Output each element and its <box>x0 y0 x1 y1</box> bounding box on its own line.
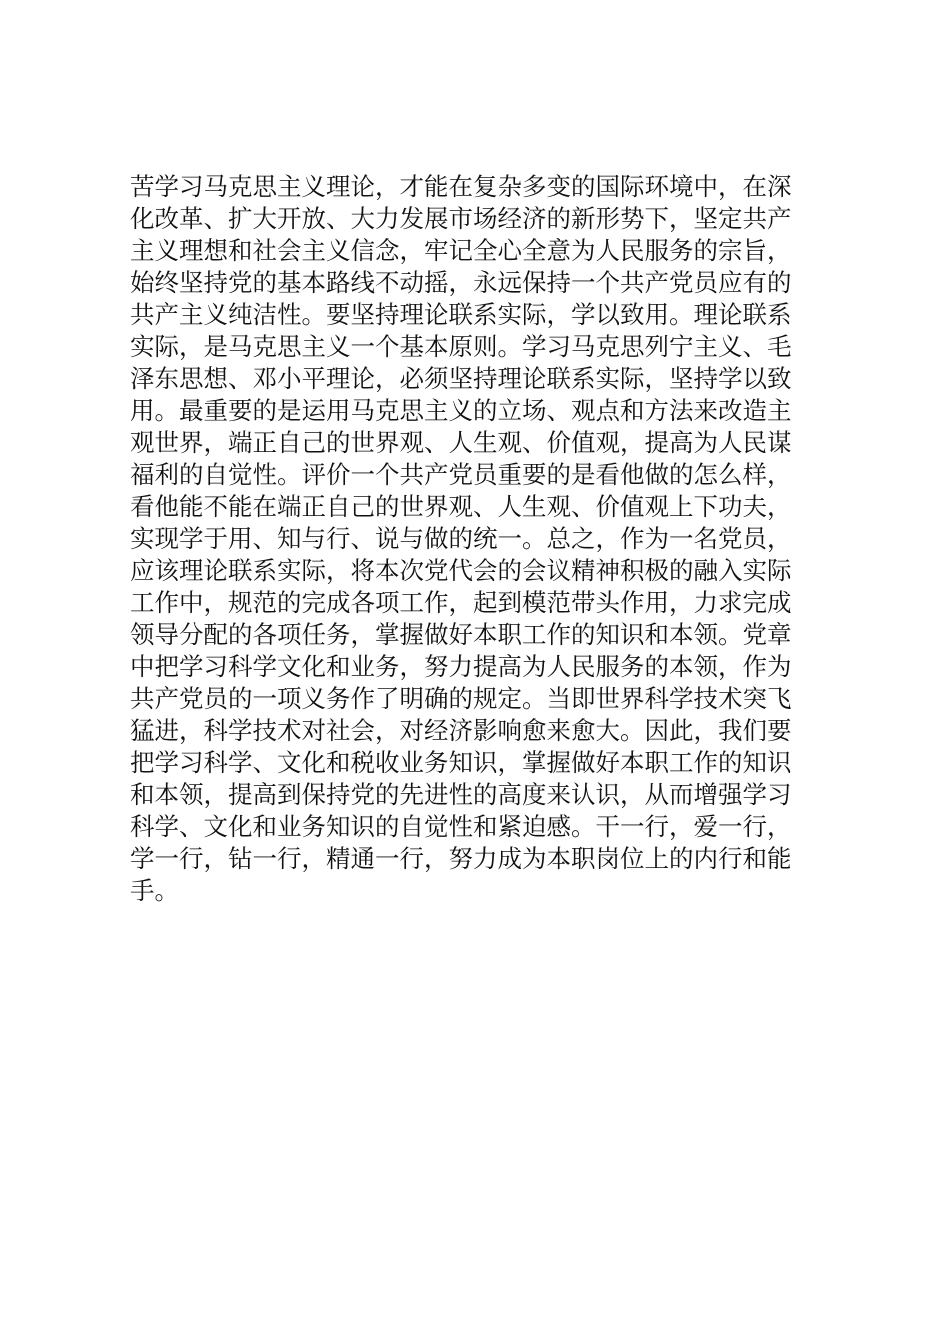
paragraph-line: 化改革、扩大开放、大力发展市场经济的新形势下，坚定共产 <box>130 204 792 233</box>
paragraph-line: 福利的自觉性。评价一个共产党员重要的是看他做的怎么样， <box>130 460 792 489</box>
paragraph-line: 和本领，提高到保持党的先进性的高度来认识，从而增强学习 <box>130 780 792 809</box>
paragraph-line: 主义理想和社会主义信念，牢记全心全意为人民服务的宗旨， <box>130 236 792 265</box>
paragraph-line: 始终坚持党的基本路线不动摇，永远保持一个共产党员应有的 <box>130 268 792 297</box>
paragraph-line: 看他能不能在端正自己的世界观、人生观、价值观上下功夫， <box>130 492 792 521</box>
paragraph-line: 科学、文化和业务知识的自觉性和紧迫感。干一行，爱一行， <box>130 812 792 841</box>
paragraph-line: 共产党员的一项义务作了明确的规定。当即世界科学技术突飞 <box>130 684 792 713</box>
paragraph-line: 应该理论联系实际，将本次党代会的会议精神积极的融入实际 <box>130 556 792 585</box>
paragraph-line: 实现学于用、知与行、说与做的统一。总之，作为一名党员， <box>130 524 792 553</box>
paragraph-line: 猛进，科学技术对社会，对经济影响愈来愈大。因此，我们要 <box>130 716 792 745</box>
paragraph-line: 领导分配的各项任务，掌握做好本职工作的知识和本领。党章 <box>130 620 792 649</box>
paragraph-line: 观世界，端正自己的世界观、人生观、价值观，提高为人民谋 <box>130 428 792 457</box>
body-paragraph <box>130 171 830 907</box>
paragraph-line: 泽东思想、邓小平理论，必须坚持理论联系实际，坚持学以致 <box>130 364 792 393</box>
paragraph-line: 实际，是马克思主义一个基本原则。学习马克思列宁主义、毛 <box>130 332 792 361</box>
paragraph-line: 用。最重要的是运用马克思主义的立场、观点和方法来改造主 <box>130 396 792 425</box>
paragraph-line: 中把学习科学文化和业务，努力提高为人民服务的本领，作为 <box>130 652 792 681</box>
paragraph-line: 手。 <box>130 876 179 905</box>
paragraph-line: 工作中，规范的完成各项工作，起到模范带头作用，力求完成 <box>130 588 792 617</box>
paragraph-line: 把学习科学、文化和税收业务知识，掌握做好本职工作的知识 <box>130 748 792 777</box>
paragraph-line: 共产主义纯洁性。要坚持理论联系实际，学以致用。理论联系 <box>130 300 792 329</box>
paragraph-line: 苦学习马克思主义理论，才能在复杂多变的国际环境中，在深 <box>130 172 792 201</box>
paragraph-line: 学一行，钻一行，精通一行，努力成为本职岗位上的内行和能 <box>130 844 792 873</box>
